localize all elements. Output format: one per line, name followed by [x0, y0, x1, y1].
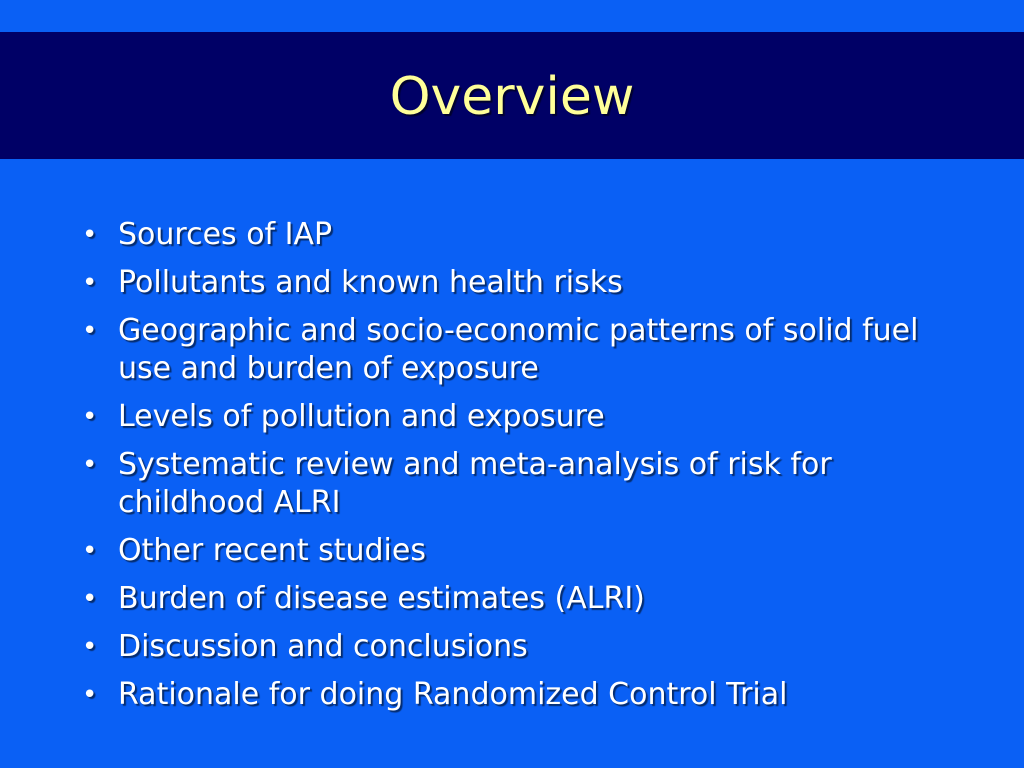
bullet-text: Levels of pollution and exposure — [118, 399, 605, 434]
title-band — [0, 32, 1024, 159]
bullet-text: Systematic review and meta-analysis of risk for childhood ALRI — [118, 447, 832, 520]
bullet-item — [78, 532, 978, 570]
bullet-list — [78, 216, 978, 724]
bullet-item — [78, 580, 978, 618]
bullet-text: Pollutants and known health risks — [118, 265, 623, 300]
bullet-icon: • — [82, 680, 98, 710]
bullet-icon: • — [82, 268, 98, 298]
bullet-icon: • — [82, 316, 98, 346]
bullet-text: Sources of IAP — [118, 217, 333, 252]
bullet-item — [78, 398, 978, 436]
slide-title: Overview — [389, 67, 635, 127]
bullet-icon: • — [82, 536, 98, 566]
bullet-icon: • — [82, 450, 98, 480]
bullet-item — [78, 628, 978, 666]
bullet-icon: • — [82, 402, 98, 432]
bullet-item — [78, 216, 978, 254]
bullet-text: Geographic and socio-economic patterns of solid fuel use and burden of exposure — [118, 313, 919, 386]
bullet-item — [78, 676, 978, 714]
bullet-item — [78, 264, 978, 302]
bullet-icon: • — [82, 632, 98, 662]
bullet-text: Other recent studies — [118, 533, 426, 568]
bullet-icon: • — [82, 584, 98, 614]
bullet-icon: • — [82, 220, 98, 250]
bullet-text: Rationale for doing Randomized Control Trial — [118, 677, 788, 712]
bullet-item — [78, 312, 978, 388]
bullet-text: Burden of disease estimates (ALRI) — [118, 581, 645, 616]
bullet-text: Discussion and conclusions — [118, 629, 528, 664]
bullet-item — [78, 446, 978, 522]
